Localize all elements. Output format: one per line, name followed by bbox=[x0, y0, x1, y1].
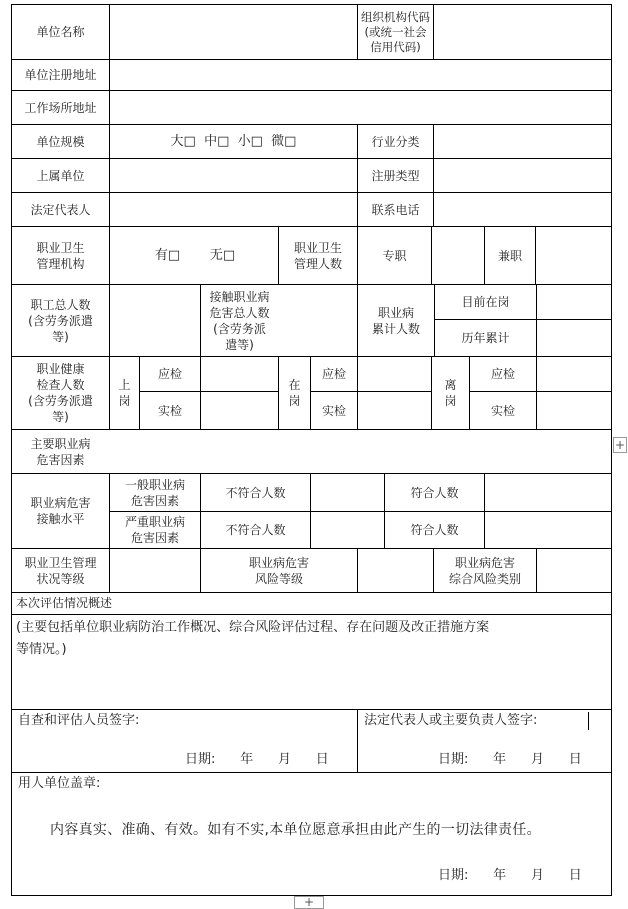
main-hazards-label: 主要职业病 危害因素 bbox=[30, 436, 91, 467]
unit-name-label: 单位名称 bbox=[36, 25, 85, 39]
col-line bbox=[536, 356, 537, 429]
declaration-text: 内容真实、准确、有效。如有不实,本单位愿意承担由此产生的一切法律责任。 bbox=[50, 822, 541, 838]
legal-date-label: 日期: 年 月 日 bbox=[438, 752, 582, 767]
oh-org-yes-checkbox[interactable]: 有□ bbox=[154, 247, 181, 263]
fulltime-label: 专职 bbox=[382, 248, 407, 263]
health-check-label: 职业健康 检查人数 (含劳务派遣 等) bbox=[28, 362, 93, 424]
phone-label: 联系电话 bbox=[371, 202, 420, 217]
general-hazard-label: 一般职业病 危害因素 bbox=[124, 477, 185, 508]
total-staff-label: 职工总人数 (含劳务派遣 等) bbox=[28, 297, 93, 344]
col-line bbox=[484, 473, 485, 548]
add-row-bottom-button[interactable]: + bbox=[294, 896, 324, 909]
serious-hazard-label: 严重职业病 危害因素 bbox=[124, 515, 185, 545]
col-line bbox=[431, 226, 432, 284]
offpost-actual-label: 实检 bbox=[490, 403, 515, 418]
col-line bbox=[536, 284, 537, 356]
add-row-button[interactable]: + bbox=[614, 438, 626, 452]
legal-rep-label: 法定代表人 bbox=[30, 202, 91, 217]
row-line bbox=[11, 592, 612, 593]
risk-grade-label: 职业病危害 风险等级 bbox=[248, 555, 309, 586]
col-line bbox=[200, 356, 201, 429]
mgmt-grade-label: 职业卫生管理 状况等级 bbox=[24, 555, 97, 586]
history-label: 历年累计 bbox=[461, 331, 510, 345]
stamp-date-label: 日期: 年 月 日 bbox=[438, 868, 582, 883]
reg-address-label: 单位注册地址 bbox=[24, 68, 97, 82]
scale-options[interactable]: 大□ 中□ 小□ 微□ bbox=[170, 133, 297, 149]
parttime-label: 兼职 bbox=[497, 248, 522, 263]
onpost-label: 上 岗 bbox=[118, 378, 131, 408]
industry-label: 行业分类 bbox=[371, 134, 420, 149]
parent-unit-label: 上属单位 bbox=[36, 168, 85, 183]
org-code-label: 组织机构代码 (或统一社会 信用代码) bbox=[361, 9, 430, 54]
scale-label: 单位规模 bbox=[36, 134, 85, 149]
summary-title: 本次评估情况概述 bbox=[16, 596, 113, 610]
cum-cases-label: 职业病 累计人数 bbox=[371, 305, 420, 336]
col-line bbox=[357, 356, 358, 429]
oh-staff-label: 职业卫生 管理人数 bbox=[293, 240, 342, 271]
offpost-label: 离 岗 bbox=[444, 378, 457, 408]
row-line bbox=[11, 614, 612, 615]
self-date-label: 日期: 年 月 日 bbox=[185, 752, 329, 767]
inpost-actual-label: 实检 bbox=[321, 403, 346, 418]
col-line bbox=[357, 709, 358, 772]
col-line bbox=[357, 548, 358, 592]
current-label: 目前在岗 bbox=[461, 295, 510, 309]
row-line bbox=[11, 709, 612, 710]
general-compliant-label: 符合人数 bbox=[410, 485, 459, 500]
overall-risk-label: 职业病危害 综合风险类别 bbox=[448, 555, 521, 586]
col-line bbox=[536, 548, 537, 592]
offpost-should-label: 应检 bbox=[490, 367, 515, 381]
work-address-label: 工作场所地址 bbox=[24, 100, 97, 115]
stamp-label: 用人单位盖章: bbox=[18, 776, 101, 791]
onpost-actual-label: 实检 bbox=[157, 403, 182, 418]
oh-org-label: 职业卫生 管理机构 bbox=[36, 240, 85, 271]
reg-type-label: 注册类型 bbox=[371, 168, 420, 183]
serious-compliant-label: 符合人数 bbox=[410, 523, 459, 537]
exposure-level-label: 职业病危害 接触水平 bbox=[30, 496, 91, 526]
inpost-label: 在 岗 bbox=[288, 378, 301, 408]
self-sign-label: 自查和评估人员签字: bbox=[18, 713, 140, 728]
general-noncompliant-label: 不符合人数 bbox=[225, 485, 286, 500]
col-line bbox=[310, 473, 311, 548]
inpost-should-label: 应检 bbox=[321, 367, 346, 381]
col-line bbox=[433, 124, 434, 226]
col-line bbox=[433, 4, 434, 59]
col-line bbox=[535, 226, 536, 284]
oh-org-no-checkbox[interactable]: 无□ bbox=[209, 247, 236, 263]
legal-sign-label: 法定代表人或主要负责人签字: bbox=[364, 713, 538, 728]
summary-hint: (主要包括单位职业病防治工作概况、综合风险评估过程、存在问题及改正措施方案 等情况。) bbox=[16, 620, 490, 657]
col-line bbox=[611, 4, 612, 895]
text-cursor bbox=[588, 712, 589, 730]
serious-noncompliant-label: 不符合人数 bbox=[225, 523, 286, 537]
exposed-staff-label: 接触职业病 危害总人数 (含劳务派 遣等) bbox=[209, 289, 270, 352]
row-line bbox=[11, 772, 612, 773]
onpost-should-label: 应检 bbox=[157, 367, 182, 381]
